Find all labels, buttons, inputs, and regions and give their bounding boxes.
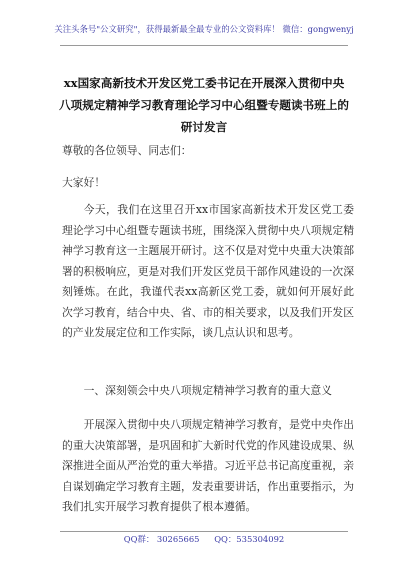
paragraph-intro: 今天，我们在这里召开xx市国家高新技术开发区党工委理论学习中心组暨专题读书班，围绕深入贯彻中央八项规定精神学习教育这一主题展开研讨。这不仅是对党中央重大决策部署的积极响应，更是对我们开发区党员干部作风建设的一次深刻锤炼。在此，我谨代表xx高新区党工委，就如何开展好此次学习教育，结合中央、省、市的相关要求，以及我们开发区的产业发展定位和工作实际，谈几点认识和思考。 xyxy=(62,203,354,339)
footer-divider xyxy=(60,531,348,532)
footer-qq-group: QQ群： 30265665 xyxy=(123,534,200,544)
section-heading-1 xyxy=(62,381,354,402)
greeting: 大家好！ xyxy=(62,176,106,189)
header-divider xyxy=(60,45,348,46)
footer xyxy=(0,533,408,545)
header-banner: 关注头条号"公文研究"，获得最新最全最专业的公文资料库！ 微信：gongwenyj xyxy=(54,24,354,34)
paragraph-significance: 开展深入贯彻中央八项规定精神学习教育，是党中央作出的重大决策部署，是巩固和扩大新时代党的作风建设成果、纵深推进全面从严治党的重大举措。习近平总书记高度重视，亲自谋划确定学习教育主题，发表重要讲话，作出重要指示，为我们扎实开展学习教育提供了根本遵循。 xyxy=(62,418,354,513)
document-title: xx国家高新技术开发区党工委书记在开展深入贯彻中央八项规定精神学习教育理论学习中心组暨专题读书班上的研讨发言 xyxy=(59,76,349,134)
footer-qq: QQ：535304092 xyxy=(214,534,285,544)
section-heading-1-text: 一、深刻领会中央八项规定精神学习教育的重大意义 xyxy=(83,384,332,397)
salutation: 尊敬的各位领导、同志们： xyxy=(62,144,192,157)
